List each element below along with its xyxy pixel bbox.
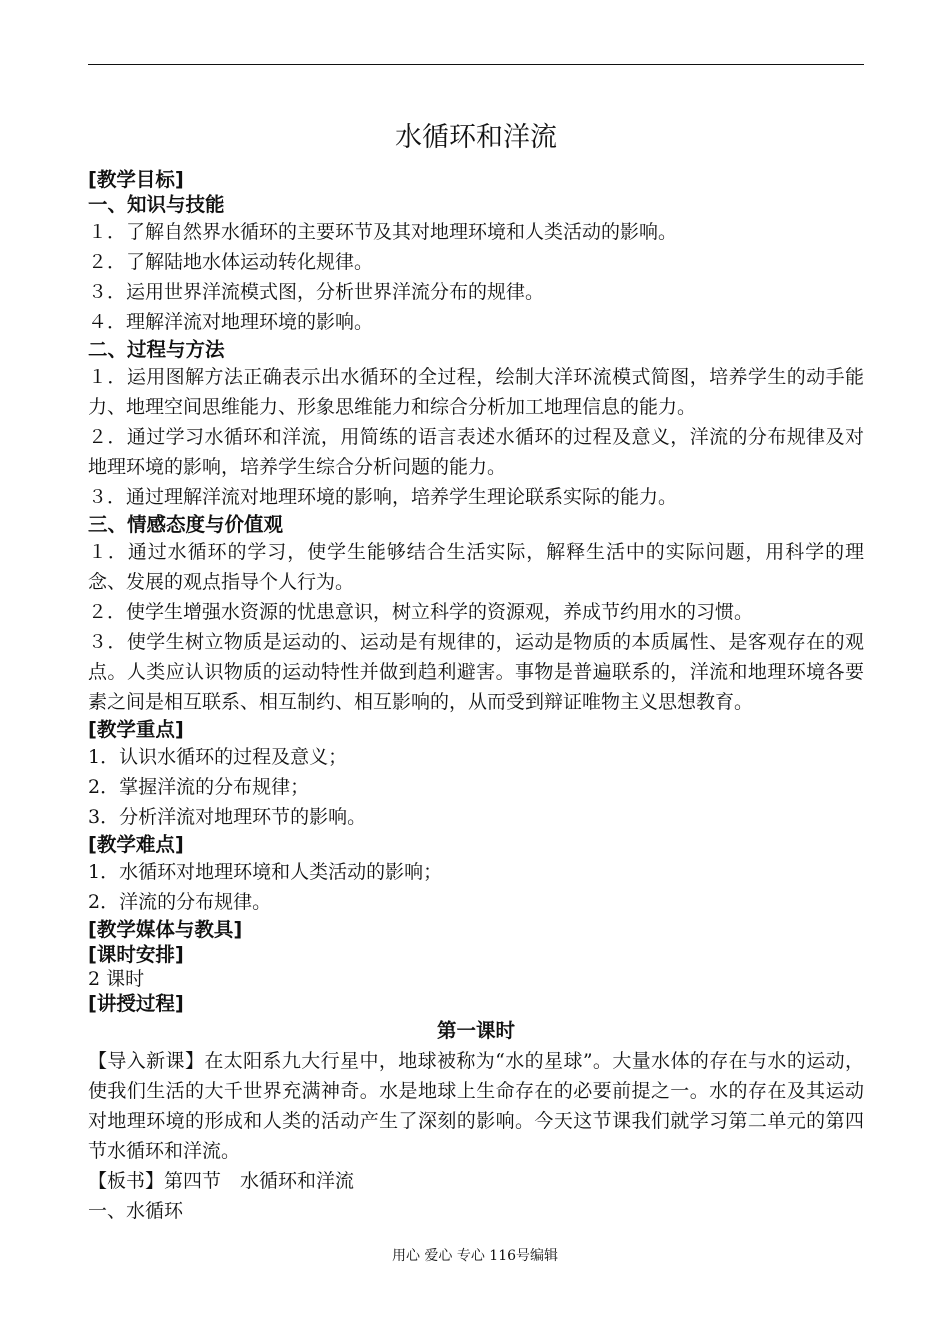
difficulty-item: 2．洋流的分布规律。 [88, 891, 272, 913]
process-heading: 二、过程与方法 [88, 338, 225, 361]
knowledge-item: ３．运用世界洋流模式图，分析世界洋流分布的规律。 [88, 281, 545, 303]
attitude-item: ３．使学生树立物质是运动的、运动是有规律的，运动是物质的本质属性、是客观存在的观点。人类应认识物质的运动特性并做到趋利避害。事物是普遍联系的，洋流和地理环境各要素之间是相互联系、相互制约、相互影响的，从而受到辩证唯物主义思想教育。 [88, 631, 864, 713]
knowledge-item: ４．理解洋流对地理环境的影响。 [88, 311, 374, 333]
key-point-item: 2．掌握洋流的分布规律； [88, 776, 310, 798]
document-body [88, 118, 864, 1226]
schedule-value: 2 课时 [88, 968, 145, 990]
lesson-title: 第一课时 [436, 1019, 515, 1042]
process-item: ３．通过理解洋流对地理环境的影响，培养学生理论联系实际的能力。 [88, 486, 678, 508]
process-item: ２．通过学习水循环和洋流，用简练的语言表述水循环的过程及意义，洋流的分布规律及对地理环境的影响，培养学生综合分析问题的能力。 [88, 426, 864, 478]
objectives-heading: [教学目标] [88, 168, 184, 191]
header-rule [88, 64, 864, 65]
section-title: 一、水循环 [88, 1200, 184, 1222]
knowledge-item: １．了解自然界水循环的主要环节及其对地理环境和人类活动的影响。 [88, 221, 678, 243]
schedule-heading: [课时安排] [88, 943, 184, 966]
process-item: １．运用图解方法正确表示出水循环的全过程，绘制大洋环流模式简图，培养学生的动手能力、地理空间思维能力、形象思维能力和综合分析加工地理信息的能力。 [88, 366, 864, 418]
attitude-heading: 三、情感态度与价值观 [88, 513, 284, 536]
attitude-item: ２．使学生增强水资源的忧患意识，树立科学的资源观，养成节约用水的习惯。 [88, 601, 754, 623]
page-title: 水循环和洋流 [395, 122, 557, 153]
key-points-heading: [教学重点] [88, 718, 184, 741]
difficulties-heading: [教学难点] [88, 833, 184, 856]
media-heading: [教学媒体与教具] [88, 918, 243, 941]
board-line: 【板书】第四节 水循环和洋流 [88, 1170, 355, 1192]
key-point-item: 3．分析洋流对地理环节的影响。 [88, 806, 367, 828]
procedure-heading: [讲授过程] [88, 992, 184, 1015]
knowledge-heading: 一、知识与技能 [88, 193, 225, 216]
knowledge-item: ２．了解陆地水体运动转化规律。 [88, 251, 374, 273]
key-point-item: 1．认识水循环的过程及意义； [88, 746, 348, 768]
difficulty-item: 1．水循环对地理环境和人类活动的影响； [88, 861, 443, 883]
intro-paragraph: 【导入新课】在太阳系九大行星中，地球被称为“水的星球”。大量水体的存在与水的运动，使我们生活的大千世界充满神奇。水是地球上生命存在的必要前提之一。水的存在及其运动对地理环境的形成和人类的活动产生了深刻的影响。今天这节课我们就学习第二单元的第四节水循环和洋流。 [88, 1050, 864, 1162]
attitude-item: １．通过水循环的学习，使学生能够结合生活实际，解释生活中的实际问题，用科学的理念、发展的观点指导个人行为。 [88, 541, 864, 593]
page-footer: 用心 爱心 专心 116号编辑 [391, 1248, 559, 1264]
